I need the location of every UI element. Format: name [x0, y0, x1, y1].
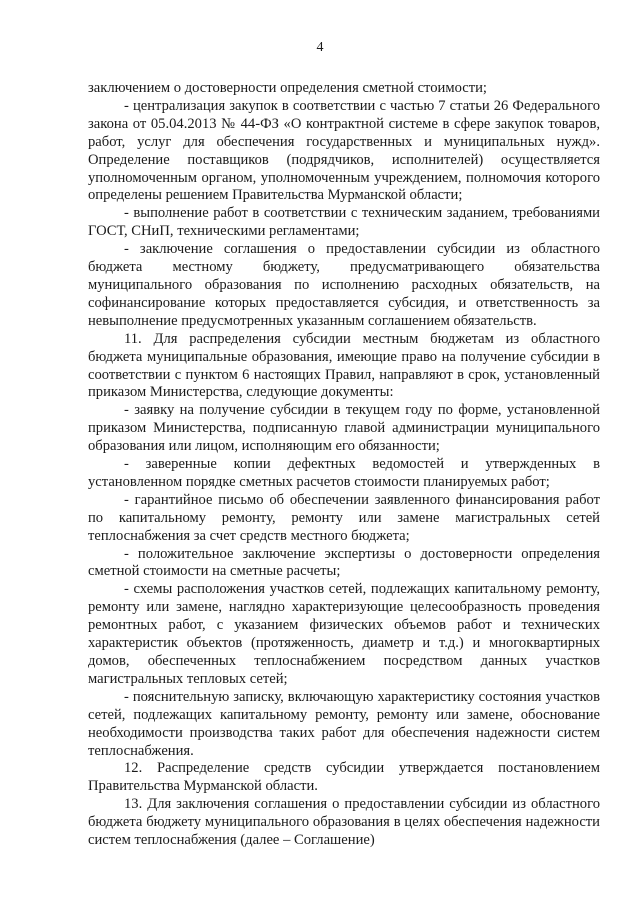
- paragraph-subsidy-agreement: - заключение соглашения о предоставлении субсидии из областного бюджета местному бюджету, предусматривающего обязательства муниципального образования по исполнению расходных обязательств, на софинансирование которых предоставляется субсидия, и ответственность за невыполнение предусмотренных указанным соглашением обязательств.: [88, 241, 600, 329]
- paragraph-item-13: 13. Для заключения соглашения о предоставлении субсидии из областного бюджета бюджету муниципального образования в целях обеспечения надежности систем теплоснабжения (далее – Соглашение): [88, 796, 600, 849]
- paragraph-procurement: - централизация закупок в соответствии с частью 7 статьи 26 Федерального закона от 05.04.2013 № 44-ФЗ «О контрактной системе в сфере закупок товаров, работ, услуг для обеспечения государственных и муниципальных нужд». Определение поставщиков (подрядчиков, исполнителей) осуществляется уполномоченным органом, уполномоченным учреждением, полномочия которого определены решением Правительства Мурманской области;: [88, 97, 600, 204]
- paragraph-explanatory-note: - пояснительную записку, включающую характеристику состояния участков сетей, подлежащих капитальному ремонту, ремонту или замене, обоснование необходимости производства таких работ для обеспечения надежности систем теплоснабжения.: [88, 688, 600, 759]
- paragraph-network-schemes: - схемы расположения участков сетей, подлежащих капитальному ремонту, ремонту или замене, наглядно характеризующие целесообразность проведения ремонтных работ, с указанием физических объемов работ и технических характеристик объектов (протяженность, диаметр и т.д.) и многоквартирных домов, обеспеченных теплоснабжением посредством данных участков магистральных тепловых сетей;: [88, 581, 600, 687]
- paragraph-certified-copies: - заверенные копии дефектных ведомостей и утвержденных в установленном порядке сметных расчетов стоимости планируемых работ;: [88, 456, 600, 490]
- paragraph-item-11: 11. Для распределения субсидии местным бюджетам из областного бюджета муниципальные образования, имеющие право на получение субсидии в соответствии с пунктом 6 настоящих Правил, направляют в срок, установленный приказом Министерства, следующие документы:: [88, 330, 600, 401]
- document-body: [88, 80, 600, 850]
- paragraph-item-12: 12. Распределение средств субсидии утверждается постановлением Правительства Мурманской области.: [88, 760, 600, 795]
- paragraph-continuation: заключением о достоверности определения сметной стоимости;: [88, 80, 487, 96]
- paragraph-expert-conclusion: - положительное заключение экспертизы о достоверности определения сметной стоимости на сметные расчеты;: [88, 545, 600, 580]
- page-number: 4: [316, 40, 324, 55]
- paragraph-works-execution: - выполнение работ в соответствии с техническим заданием, требованиями ГОСТ, СНиП, техническими регламентами;: [88, 205, 600, 240]
- paragraph-application: - заявку на получение субсидии в текущем году по форме, установленной приказом Министерства, подписанную главой администрации муниципального образования или лицом, исполняющим его обязанности;: [88, 402, 600, 455]
- paragraph-guarantee-letter: - гарантийное письмо об обеспечении заявленного финансирования работ по капитальному ремонту, ремонту или замене магистральных сетей теплоснабжения за счет средств местного бюджета;: [88, 491, 600, 544]
